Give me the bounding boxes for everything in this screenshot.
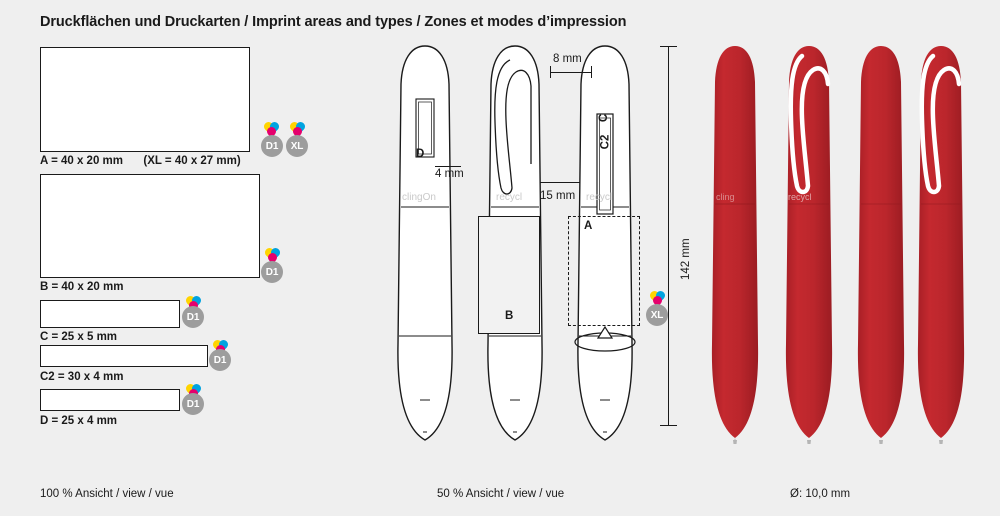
- footer-right: Ø: 10,0 mm: [790, 488, 851, 500]
- page-title: Druckflächen und Druckarten / Imprint areas and types / Zones et modes d’impression: [40, 14, 627, 30]
- zone-label-b: B: [505, 310, 514, 322]
- badge-d1-c: D1: [182, 306, 204, 328]
- dim-label-142mm: 142 mm: [680, 238, 692, 280]
- imprint-area-d: [40, 389, 180, 411]
- imprint-area-b-caption: [40, 281, 123, 293]
- imprint-area-d-label: D = 25 x 4 mm: [40, 415, 118, 427]
- badge-d1-d: D1: [182, 393, 204, 415]
- dim-tick-8mm-right: [591, 66, 592, 78]
- imprint-area-d-caption: [40, 415, 117, 427]
- imprint-area-c2-caption: [40, 371, 123, 383]
- pen-photo-3: [852, 44, 910, 444]
- pen-text-middle: recycl: [496, 192, 523, 203]
- dim-label-8mm: 8 mm: [553, 53, 582, 65]
- pen-photo-2: [780, 44, 838, 444]
- zone-label-d: D: [416, 148, 425, 160]
- imprint-overlay-a: [568, 216, 640, 326]
- pen-photo-2-text: recycl: [788, 192, 812, 202]
- imprint-area-b-label: B = 40 x 20 mm: [40, 281, 124, 293]
- pen-text-left: clingOn: [402, 192, 436, 203]
- rotation-arrow-icon: [572, 324, 638, 354]
- imprint-area-c-label: C = 25 x 5 mm: [40, 331, 118, 343]
- imprint-area-c2: [40, 345, 208, 367]
- zone-label-c2: C2: [599, 134, 612, 150]
- imprint-area-c-caption: [40, 331, 117, 343]
- dim-tick-8mm-left: [550, 66, 551, 78]
- footer-center: 50 % Ansicht / view / vue: [437, 488, 565, 500]
- pen-photo-1: [706, 44, 764, 444]
- imprint-area-a-label: A = 40 x 20 mm: [40, 155, 123, 167]
- zone-label-c: C: [598, 113, 611, 123]
- pen-text-rotated: recycl: [586, 192, 613, 203]
- imprint-area-b: [40, 174, 260, 278]
- dim-tick-142mm-top: [660, 46, 677, 47]
- imprint-area-a-caption: [40, 155, 241, 167]
- badge-d1-b: D1: [261, 261, 283, 283]
- dim-line-8mm: [550, 72, 592, 73]
- footer-left: 100 % Ansicht / view / vue: [40, 488, 174, 500]
- badge-d1-a: D1: [261, 135, 283, 157]
- imprint-area-a: [40, 47, 250, 152]
- badge-xl-a: XL: [286, 135, 308, 157]
- badge-d1-c2: D1: [209, 349, 231, 371]
- imprint-area-c2-label: C2 = 30 x 4 mm: [40, 371, 124, 383]
- imprint-area-c: [40, 300, 180, 328]
- dim-label-15mm: 15 mm: [540, 190, 576, 202]
- pen-drawing-front: [390, 44, 460, 444]
- pen-photo-1-text: cling: [716, 192, 735, 202]
- badge-xl-pen: XL: [646, 304, 668, 326]
- dim-line-142mm: [668, 46, 669, 426]
- dim-tick-142mm-bottom: [660, 425, 677, 426]
- pen-photo-4: [912, 44, 970, 444]
- zone-label-a: A: [584, 220, 593, 232]
- imprint-area-a-extra: (XL = 40 x 27 mm): [143, 155, 241, 167]
- dim-label-4mm: 4 mm: [435, 168, 464, 180]
